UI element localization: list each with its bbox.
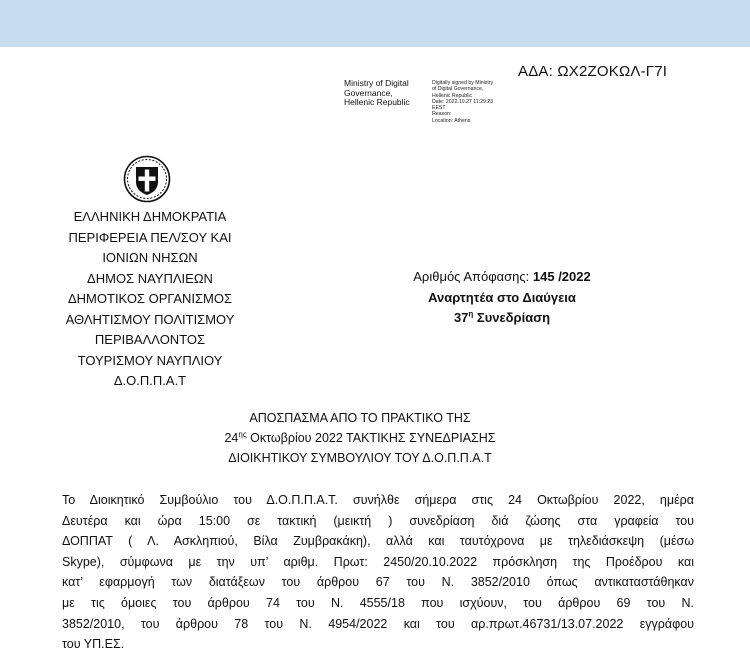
body-paragraph (62, 490, 694, 655)
excerpt-date-sup: ης (238, 429, 247, 439)
body-line: του ΥΠ.ΕΣ. (62, 637, 125, 652)
excerpt-line (170, 428, 550, 448)
signature-detail-line: of Digital Governance, (432, 86, 484, 93)
excerpt-date-num: 24 (224, 431, 239, 445)
top-banner (0, 0, 750, 47)
authority-line: ΙΟΝΙΩΝ ΝΗΣΩΝ (102, 250, 198, 265)
authority-line: ΑΘΛΗΤΙΣΜΟΥ ΠΟΛΙΤΙΣΜΟΥ (65, 311, 235, 327)
body-line: με τις όμοιες του άρθρου 74 του Ν. 4555/18 που ισχύουν, του άρθρου 69 του Ν. (62, 595, 694, 610)
digital-signature-details (432, 80, 522, 124)
signature-detail-line: Reason: (432, 111, 452, 118)
excerpt-date-rest: Οκτωβρίου 2022 ΤΑΚΤΙΚΗΣ ΣΥΝΕΔΡΙΑΣΗΣ (246, 431, 496, 445)
body-line: ΔΟΠΠΑΤ ( Λ. Ασκληπιού, Βίλα Ζυμβρακάκη), αλλά και ταυτόχρονα με τηλεδιάσκεψη (μέσω (62, 534, 694, 549)
authority-line: ΤΟΥΡΙΣΜΟΥ ΝΑΥΠΛΙΟΥ (77, 352, 223, 368)
excerpt-line: ΔΙΟΙΚΗΤΙΚΟΥ ΣΥΜΒΟΥΛΙΟΥ ΤΟΥ Δ.Ο.Π.Π.Α.Τ (228, 451, 492, 465)
signature-detail-line: EEST (432, 105, 446, 112)
authority-line: ΔΗΜΟΣ ΝΑΥΠΛΙΕΩΝ (87, 270, 213, 286)
hellenic-republic-emblem-icon (123, 155, 171, 203)
body-line: Το Διοικητικό Συμβούλιο του Δ.Ο.Π.Π.Α.Τ. συνήλθε σήμερα στις 24 Οκτωβρίου 2022, ημέρα (62, 493, 694, 507)
posting-note (360, 288, 644, 309)
body-line: κατ’ εφαρμογή των διατάξεων του άρθρου 67 του Ν. 3852/2010 όπως αντικαταστάθηκαν (62, 575, 694, 590)
signer-line: Ministry of Digital (344, 78, 409, 88)
authority-line: ΕΛΛΗΝΙΚΗ ΔΗΜΟΚΡΑΤΙΑ (73, 209, 227, 224)
session-label: Συνεδρίαση (473, 310, 551, 325)
body-line: Skype), σύμφωνα με την υπ’ αριθμ. Πρωτ: 2450/20.10.2022 πρόσκληση της Προέδρου και (62, 554, 694, 569)
body-line: Δευτέρα και ώρα 15:00 σε τακτική (μεικτή ) συνεδρίαση διά ζώσης στα γραφεία του (62, 513, 694, 528)
decision-number (360, 267, 644, 288)
authority-line: ΠΕΡΙΦΕΡΕΙΑ ΠΕΛ/ΣΟΥ ΚΑΙ (68, 229, 232, 245)
decision-number-label: Αριθμός Απόφασης: (413, 269, 533, 284)
body-line: 3852/2010, του άρθρου 78 του Ν. 4954/2022 και του αρ.πρωτ.46731/13.07.2022 εγγράφου (62, 616, 694, 631)
posting-note-text: Αναρτητέα στο Διαύγεια (428, 289, 576, 305)
signature-detail-line: Location: Athens (432, 117, 471, 124)
ada-code: ΑΔΑ: ΩΧ2ΖΟΚΩΛ-Γ7Ι (518, 63, 668, 80)
decision-info (360, 267, 644, 329)
issuing-authority (40, 207, 260, 392)
excerpt-heading (170, 408, 550, 468)
excerpt-line: ΑΠΟΣΠΑΣΜΑ ΑΠΟ ΤΟ ΠΡΑΚΤΙΚΟ ΤΗΣ (249, 411, 471, 425)
authority-line: Δ.Ο.Π.Π.Α.Τ (113, 373, 187, 388)
signature-detail-line: Digitally signed by Ministry (432, 80, 494, 86)
authority-line: ΔΗΜΟΤΙΚΟΣ ΟΡΓΑΝΙΣΜΟΣ (67, 291, 233, 306)
signer-line: Hellenic Republic (344, 97, 410, 107)
digital-signature-signer (344, 79, 430, 108)
signer-line: Governance, (344, 87, 393, 98)
session-num: 37 (453, 310, 469, 325)
session-sup: η (468, 309, 474, 319)
signature-detail-line: Date: 2022.10.27 11:29:23 (432, 98, 494, 105)
decision-number-value: 145 /2022 (532, 269, 591, 284)
signature-detail-line: Hellenic Republic (432, 92, 473, 99)
session-number (360, 308, 644, 329)
authority-line: ΠΕΡΙΒΑΛΛΟΝΤΟΣ (94, 332, 206, 347)
